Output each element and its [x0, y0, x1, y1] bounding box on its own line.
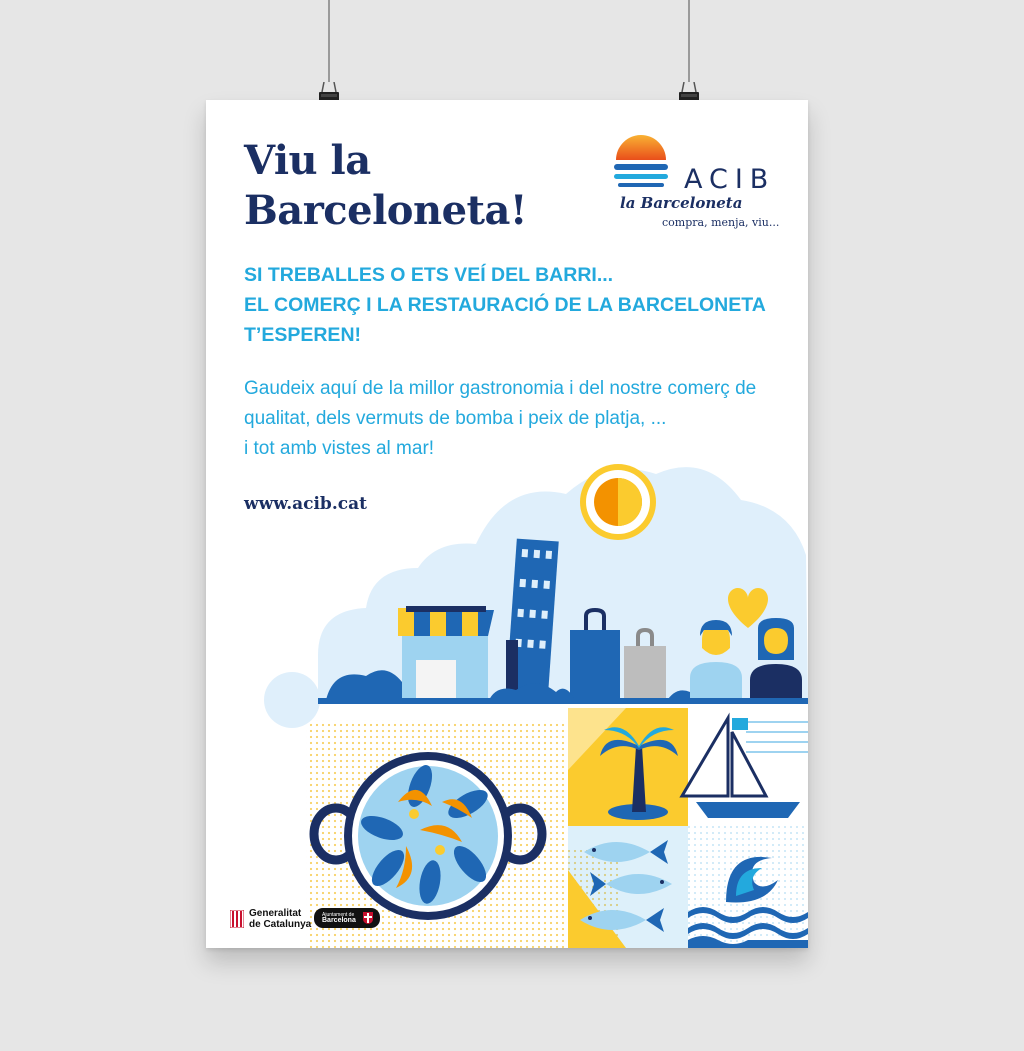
headline-line: Barceloneta! [244, 187, 527, 234]
beach-tiles [568, 708, 808, 948]
ajuntament-line: Ajuntament de [322, 912, 355, 918]
generalitat-text [249, 908, 311, 930]
ajuntament-line: Barcelona [322, 917, 356, 924]
sunset-logo-icon [610, 134, 672, 192]
subheading-line: SI TREBALLES O ETS VEÍ DEL BARRI... [244, 264, 614, 286]
ajuntament-badge [314, 908, 380, 928]
barceloneta-illustration [206, 440, 808, 948]
logo-acib-text: ACIB [684, 164, 776, 195]
body-line: i tot amb vistes al mar! [244, 438, 435, 459]
market-stall-icon [398, 606, 494, 702]
headline-line: Viu la [244, 137, 371, 184]
website-link[interactable]: www.acib.cat [244, 494, 367, 514]
poster [206, 100, 808, 948]
barcelona-shield-icon [362, 911, 374, 925]
body-line: qualitat, dels vermuts de bomba i peix de platja, ... [244, 408, 667, 429]
catalan-flag-icon [230, 910, 244, 928]
logo-script-text: la Barceloneta [620, 194, 743, 212]
sun-icon [580, 464, 656, 540]
subheading-line: EL COMERÇ I LA RESTAURACIÓ DE LA BARCELONETA [244, 294, 766, 316]
hanging-wire-left [328, 0, 330, 82]
logo-tagline: compra, menja, viu... [662, 216, 780, 229]
poster-headline [244, 136, 527, 236]
fish-icon [580, 840, 672, 932]
acib-logo [610, 134, 780, 230]
hanging-wire-right [688, 0, 690, 82]
generalitat-logo [230, 908, 311, 930]
ajuntament-text [322, 912, 356, 924]
generalitat-line: Generalitat [249, 908, 302, 919]
ajuntament-logo [314, 908, 380, 928]
subheading-line: T’ESPEREN! [244, 324, 362, 346]
body-line: Gaudeix aquí de la millor gastronomia i del nostre comerç de [244, 378, 757, 399]
generalitat-line: de Catalunya [249, 919, 312, 930]
subheading [244, 260, 804, 350]
